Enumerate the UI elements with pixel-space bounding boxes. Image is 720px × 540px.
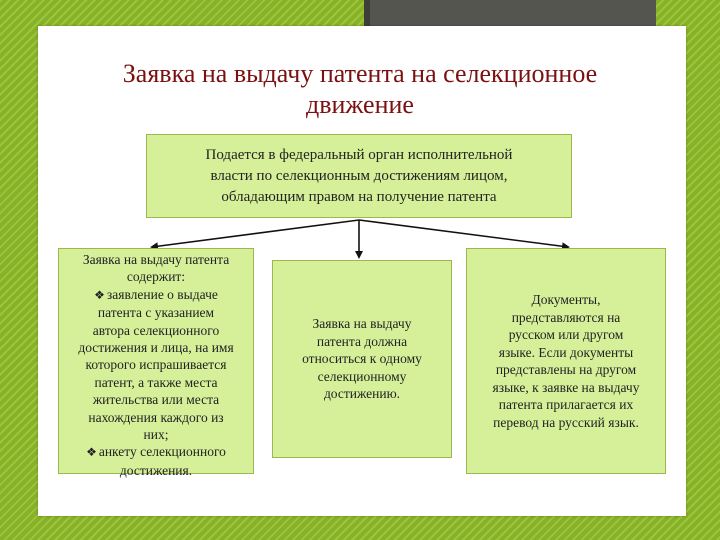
bullet-icon: ❖ — [86, 445, 97, 460]
left-box-line: достижения и лица, на имя — [78, 340, 234, 356]
right-box-line: представлены на другом — [495, 362, 637, 377]
right-box-line: языке. Если документы — [498, 344, 634, 360]
top-box-line: обладающим правом на получение патента — [221, 188, 497, 205]
mid-box-line: селекционному — [317, 368, 407, 384]
right-box-line: Документы, — [531, 292, 601, 307]
documents-language-box — [466, 248, 666, 474]
title-line-2: движение — [306, 90, 414, 119]
top-description-box — [146, 134, 572, 218]
title-line-1: Заявка на выдачу патента на селекционное — [122, 59, 598, 88]
left-box-line: патента с указанием — [97, 305, 215, 321]
right-box-line: перевод на русский язык. — [493, 414, 639, 430]
left-box-line: которого испрашивается — [85, 357, 227, 373]
mid-box-line: относиться к одному — [302, 351, 422, 367]
top-box-line: власти по селекционным достижениям лицом, — [210, 167, 508, 184]
left-box-line: нахождения каждого из — [88, 409, 224, 425]
left-box-line: содержит: — [126, 269, 186, 285]
right-box-line: представляются на — [511, 309, 621, 325]
left-box-line: автора селекционного — [92, 322, 220, 338]
bullet-icon: ❖ — [94, 287, 105, 302]
arrow-to-right-box — [359, 220, 568, 247]
left-box-line: заявление о выдаче — [106, 286, 218, 302]
right-box-line: патента прилагается их — [498, 397, 634, 412]
arrow-to-left-box — [152, 220, 359, 247]
application-contents-box — [58, 248, 254, 478]
single-achievement-box — [272, 260, 452, 458]
mid-box-line: патента должна — [316, 333, 408, 349]
right-box-line: языке, к заявке на выдачу — [492, 379, 640, 395]
left-box-line: достижения. — [119, 462, 193, 478]
left-box-line: патент, а также места — [94, 374, 218, 390]
left-box-line: них; — [143, 427, 169, 443]
left-box-line: жительства или места — [92, 392, 220, 408]
mid-box-line: достижению. — [323, 386, 401, 402]
left-box-line: анкету селекционного — [98, 444, 226, 460]
right-box-line: русском или другом — [508, 327, 624, 342]
mid-box-line: Заявка на выдачу — [312, 316, 412, 332]
top-box-line: Подается в федеральный орган исполнительной — [205, 146, 513, 163]
left-box-line: Заявка на выдачу патента — [82, 252, 230, 267]
